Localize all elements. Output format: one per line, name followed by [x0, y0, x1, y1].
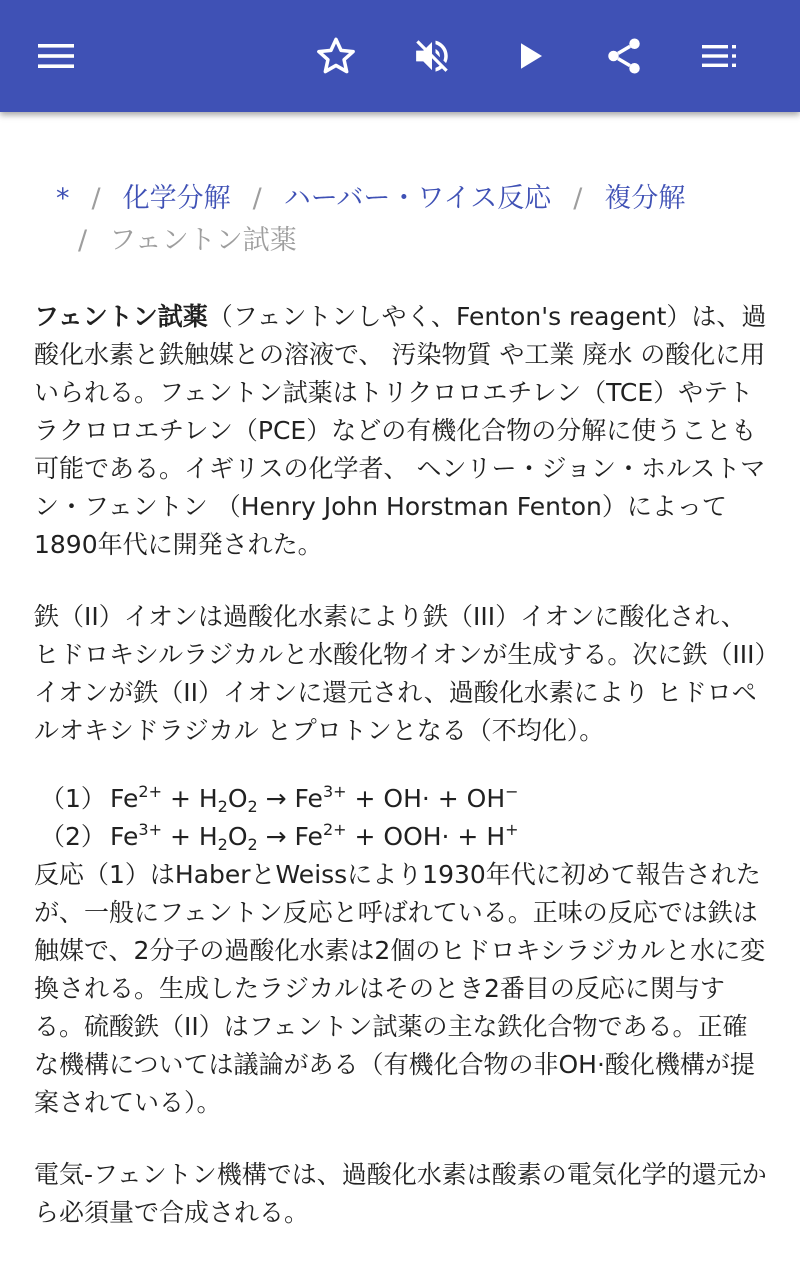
breadcrumb-root-link[interactable]: * — [56, 183, 70, 214]
equation-2: （2） $Fe^{3+} + H_2O_2 \to Fe^{2+} + OOH\cdot + H^+$ — [40, 820, 519, 854]
play-button[interactable] — [502, 28, 558, 84]
star-outline-icon — [315, 35, 357, 77]
article-paragraph-electro-fenton: 電気-フェントン機構では、過酸化水素は酸素の電気化学的還元から必須量で合成される。 — [34, 1160, 767, 1227]
menu-button[interactable] — [28, 28, 84, 84]
mute-button[interactable] — [404, 28, 460, 84]
favorite-button[interactable] — [308, 28, 364, 84]
article-paragraph-intro — [34, 298, 770, 564]
hamburger-menu-icon — [36, 41, 76, 71]
article-paragraph-reaction-notes: 反応（1）はHaberとWeissにより1930年代に初めて報告されたが、一般にフェントン反応と呼ばれている。正味の反応では鉄は触媒で、2分子の過酸化水素は2個のヒドロキシラジカルと水に変換される。生成したラジカルはそのとき2番目の反応に関与する。硫酸鉄（II）はフェントン試薬の主な鉄化合物である。正確な機構については議論がある（有機化合物の非OH·酸化機構が提案されている）。 — [34, 860, 766, 1117]
breadcrumb-link-chemical-decomposition[interactable]: 化学分解 — [122, 183, 231, 214]
share-button[interactable] — [596, 28, 652, 84]
breadcrumb-separator: / — [573, 183, 583, 214]
article-intro-text: （フェントンしやく、Fenton's reagent）は、過酸化水素と鉄触媒との溶液で、 汚染物質 や工業 廃水 の酸化に用いられる。フェントン試薬はトリクロロエチレン（TCE）やテトラクロロエチレン（PCE）などの有機化合物の分解に使うことも可能である。イギリスの化学者、 ヘンリー・ジョン・ホルストマン・フェントン （Henry John Horstman Fenton）によって1890年代に開発された。 — [34, 302, 767, 559]
play-icon — [512, 38, 548, 74]
breadcrumb-link-haber-weiss[interactable]: ハーバー・ワイス反応 — [283, 183, 552, 214]
equation-1: （1） $Fe^{2+} + H_2O_2 \to Fe^{3+} + OH\cdot + OH^-$ — [40, 782, 519, 816]
app-toolbar — [0, 0, 800, 112]
article-title-term: フェントン試薬 — [34, 302, 208, 331]
breadcrumb-separator: / — [91, 183, 101, 214]
breadcrumb-separator: / — [252, 183, 262, 214]
volume-off-icon — [411, 35, 453, 77]
share-icon — [603, 35, 645, 77]
article-paragraph-mechanism: 鉄（II）イオンは過酸化水素により鉄（III）イオンに酸化され、ヒドロキシルラジカルと水酸化物イオンが生成する。次に鉄（III）イオンが鉄（II）イオンに還元され、過酸化水素により ヒドロペルオキシドラジカル とプロトンとなる（不均化）。 — [34, 602, 767, 745]
breadcrumb-link-double-decomposition[interactable]: 複分解 — [604, 183, 686, 214]
playlist-icon — [700, 41, 740, 71]
breadcrumb-separator: / — [78, 225, 88, 256]
breadcrumb-current: フェントン試薬 — [109, 225, 297, 256]
breadcrumb — [56, 178, 756, 262]
playlist-button[interactable] — [692, 28, 748, 84]
equation-block — [34, 780, 770, 856]
article-body — [34, 298, 770, 1266]
